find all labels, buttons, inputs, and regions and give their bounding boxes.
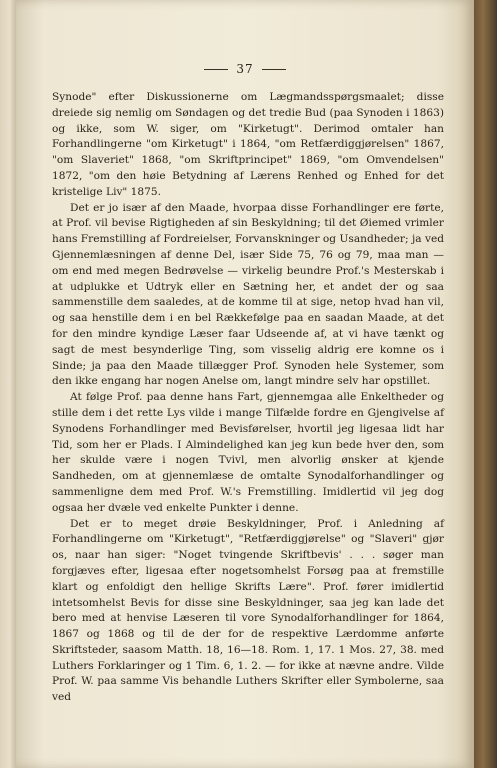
header-rule-right — [262, 69, 286, 70]
previous-page-edge — [0, 0, 16, 768]
paragraph-3: At følge Prof. paa denne hans Fart, gjennemgaa alle Enkeltheder og stille dem i det rette Lys vilde i mange Tilfælde fordre en Gjengivelse af Synodens Forhandlinger med Bevisførelser, hvortil jeg ligesaa lidt har Tid, som her er Plads. I Almindelighed kan jeg kun bede hver den, som her skulde være i nogen Tvivl, men alvorlig ønsker at kjende Sandheden, om at gjennemlæse de omtalte Synodalforhandlinger og sammenligne dem med Prof. W.'s Fremstilling. Imidlertid vil jeg dog ogsaa her dvæle ved enkelte Punkter i denne. — [52, 391, 444, 514]
book-cover-edge — [474, 0, 497, 768]
paragraph-2: Det er jo især af den Maade, hvorpaa disse Forhandlinger ere førte, at Prof. vil bevise Rigtigheden af sin Beskyldning; til det Øiemed vrimler hans Fremstilling af Fordreielser, Forvanskninger og Usandheder; ja ved Gjennemlæsningen af denne Del, især Side 75, 76 og 79, maa man — om end med megen Bedrøvelse — virkelig beundre Prof.'s Mesterskab i at udplukke et Udtryk eller en Sætning her, et andet der og saa sammenstille dem saaledes, at de komme til at sige, netop hvad han vil, og saa henstille dem i en bel Rækkefølge paa en saadan Maade, at det for den mindre kyndige Læser faar Udseende af, at vi have tænkt og sagt de mest besynderlige Ting, som visselig aldrig ere komne os i Sinde; ja paa den Maade tillægger Prof. Synoden hele Systemer, som den ikke engang har nogen Anelse om, langt mindre selv har opstillet. — [52, 201, 444, 388]
page-number: 37 — [236, 62, 254, 76]
header-rule-left — [204, 69, 228, 70]
page-header — [16, 62, 474, 76]
body-text — [52, 90, 444, 706]
paragraph-1: Synode" efter Diskussionerne om Lægmandsspørgsmaalet; disse dreiede sig nemlig om Søndagen og det tredie Bud (paa Synoden i 1863) og ikke, som W. siger, om "Kirketugt". Derimod omtaler han Forhandlingerne "om Kirketugt" i 1864, "om Retfærdiggjørelsen" 1867, "om Slaveriet" 1868, "om Skriftprincipet" 1869, "om Omvendelsen" 1872, "om den høie Betydning af Lærens Renhed og Enhed for det kristelige Liv" 1875. — [52, 91, 444, 198]
paragraph-4: Det er to meget drøie Beskyldninger, Prof. i Anledning af Forhandlingerne om "Kirketugt", "Retfærdiggjørelse" og "Slaveri" gjør os, naar han siger: "Noget tvingende Skriftbevis' . . . søger man forgjæves efter, ligesaa efter nogetsomhelst Forsøg paa at fremstille klart og enfoldigt den hellige Skrifts Lære". Prof. fører imidlertid intetsomhelst Bevis for disse sine Beskyldninger, saa jeg kan lade det bero med at henvise Læseren til vore Synodalforhandlinger for 1864, 1867 og 1868 og til de der for de respektive Lærdomme anførte Skriftsteder, saasom Matth. 18, 16—18. Rom. 1, 17. 1 Mos. 27, 38. med Luthers Forklaringer og 1 Tim. 6, 1. 2. — for ikke at nævne andre. Vilde Prof. W. paa samme Vis behandle Luthers Skrifter eller Symbolerne, saa ved — [52, 517, 444, 704]
